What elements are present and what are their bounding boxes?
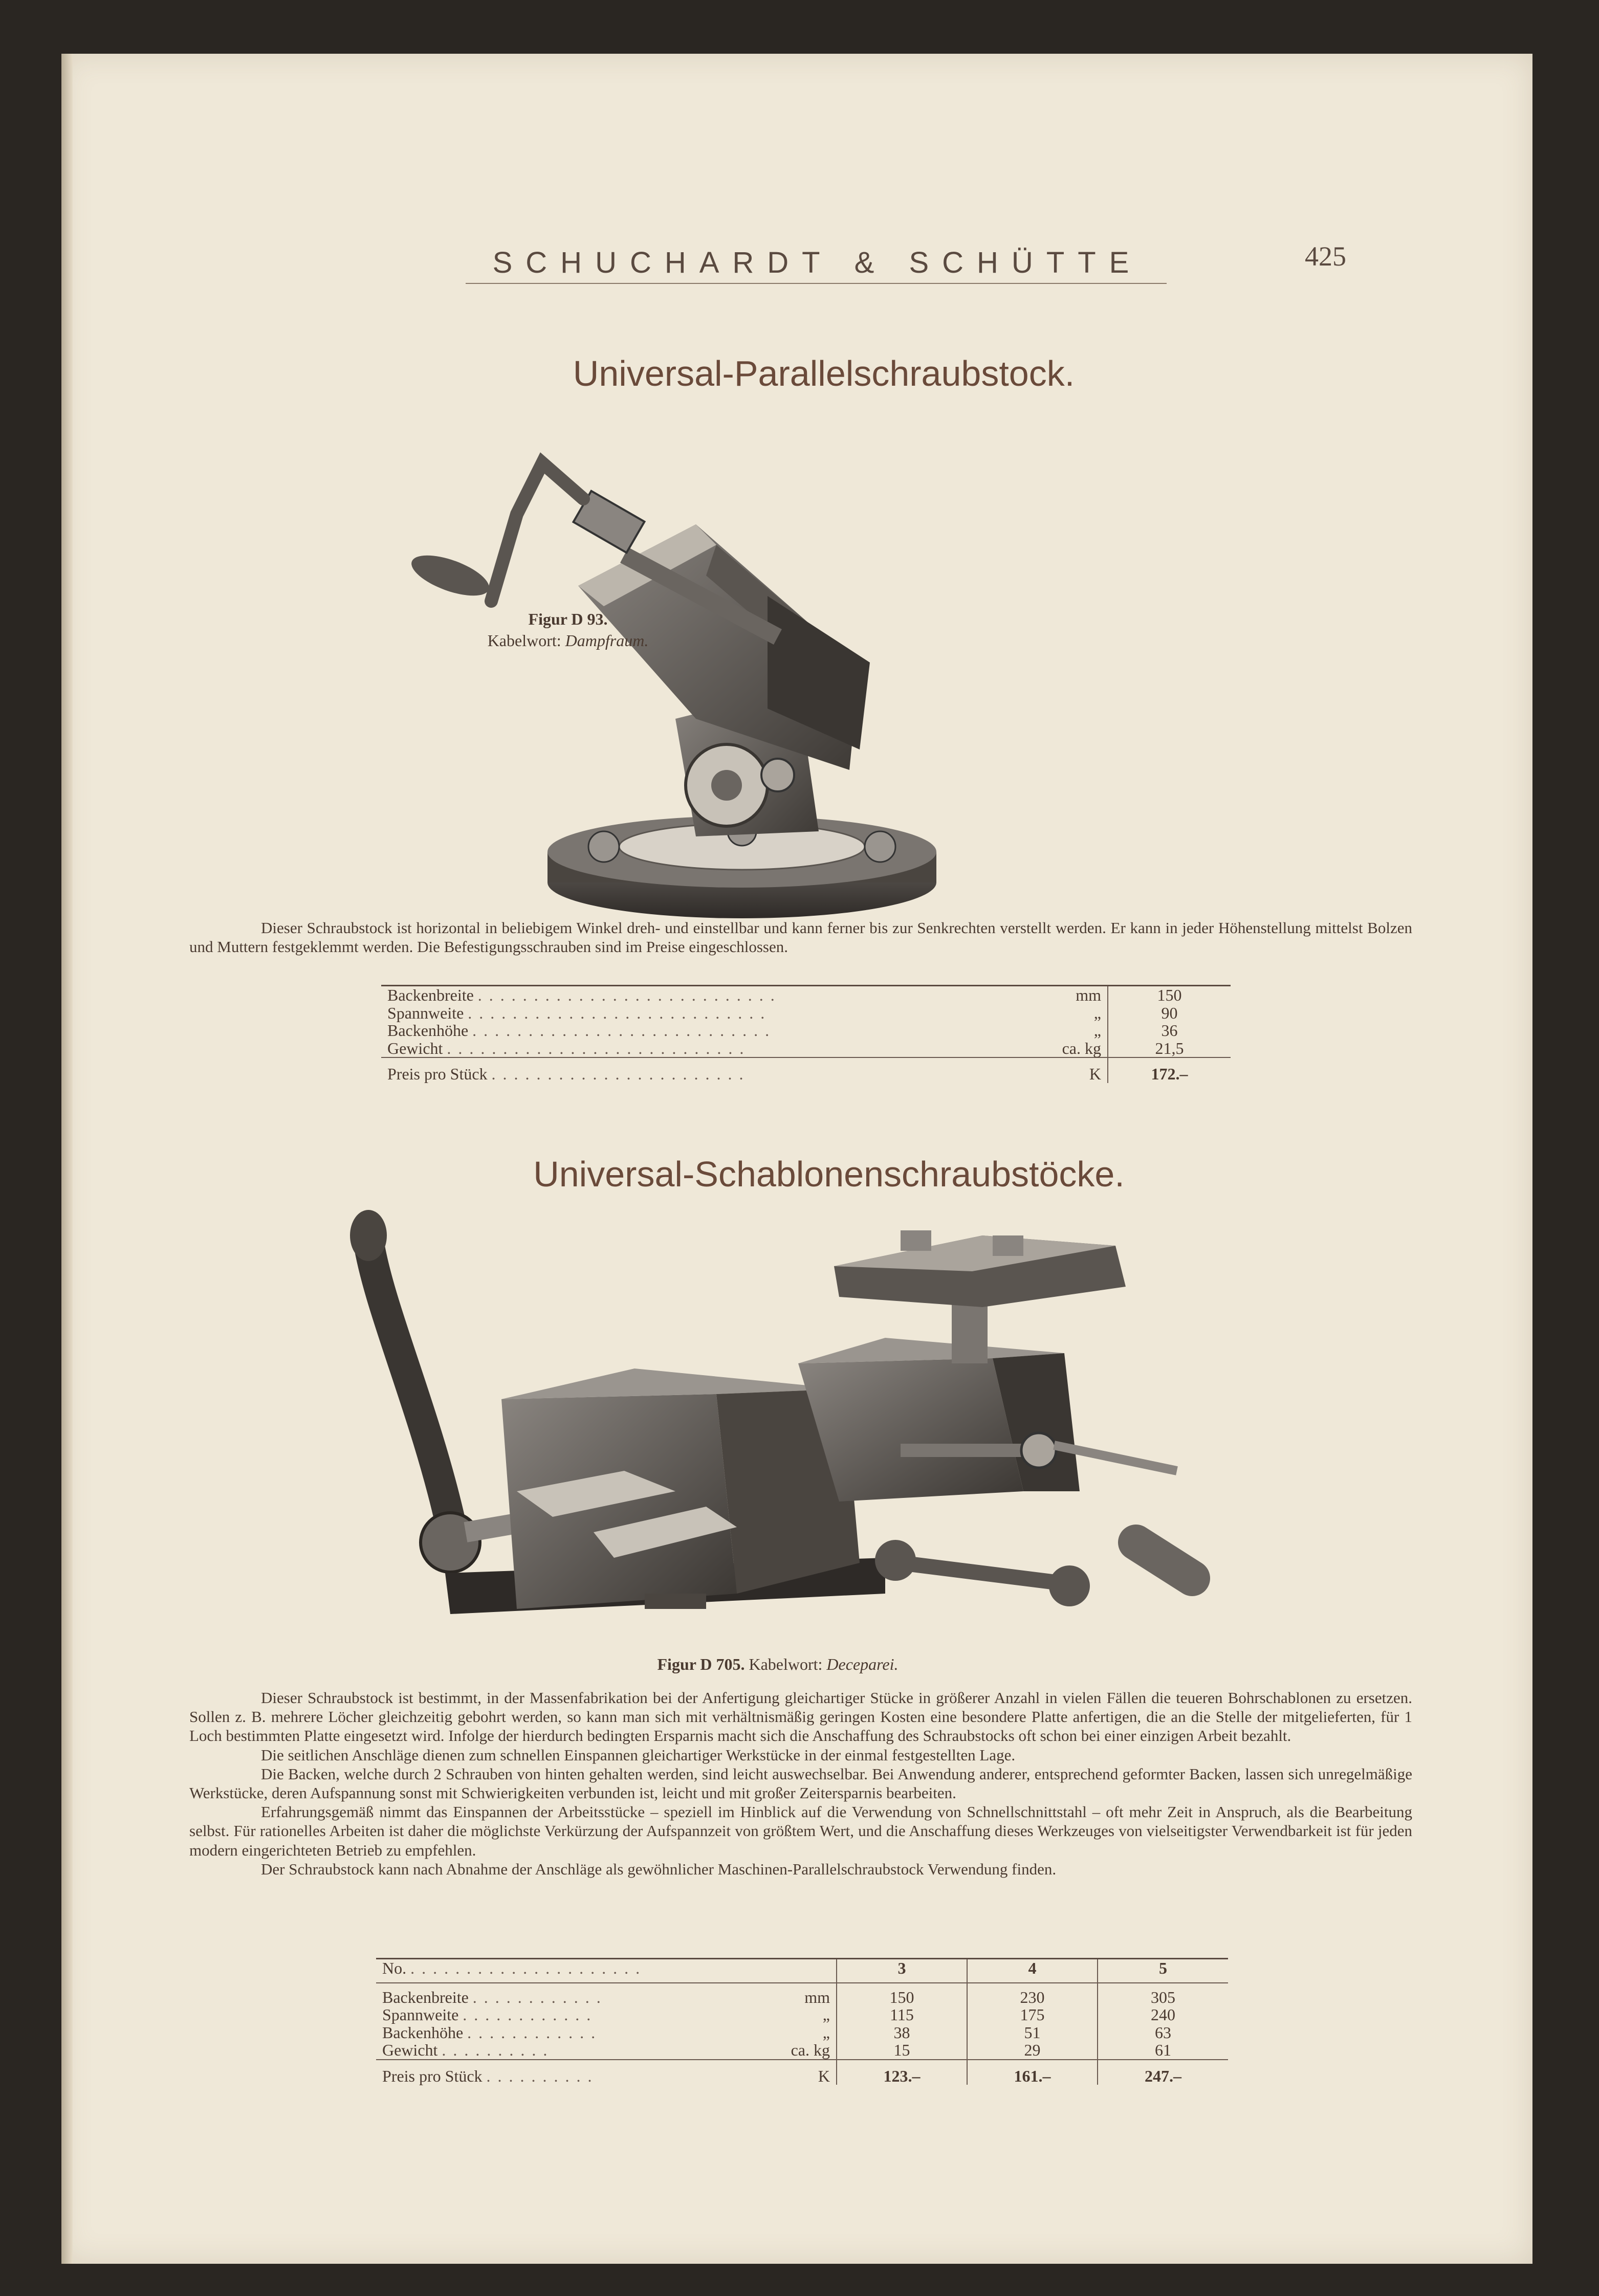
spec-unit: „ (822, 2023, 830, 2042)
spec-label: Spannweite (387, 1003, 464, 1022)
section2-paragraph: Die Backen, welche durch 2 Schrauben von hinten gehalten werden, sind leicht auswechselbar. Bei Anwendung anderer, entsprechend geformter Backen, lassen sich unregelmäßige Werkstücke, deren Aufspannung sonst mit Schwierigkeiten verbunden ist, leicht und mit großer Zeitersparnis bearbeiten. (189, 1764, 1412, 1802)
section1-paragraph: Dieser Schraubstock ist horizontal in beliebigem Winkel dreh- und einstellbar und kann ferner bis zur Senkrechten verstellt werden. Er kann in jeder Höhenstellung mittelst Bolzen und Muttern festgeklemmt werden. Die Befestigungsschrauben sind im Preise eingeschlossen. (189, 919, 1412, 956)
no-label: No. (382, 1959, 407, 1977)
model-number: 3 (837, 1959, 967, 1983)
catalog-page (61, 54, 1532, 2264)
section2-description (189, 1688, 1412, 1879)
spec-unit: mm (1041, 986, 1108, 1004)
spec-label: Backenhöhe (387, 1021, 469, 1040)
currency: K (775, 2060, 837, 2085)
section1-title: Universal-Parallelschraubstock. (573, 354, 1075, 393)
spec-label: Gewicht (382, 2041, 438, 2060)
spec-label: Gewicht (387, 1039, 443, 1057)
spec-unit: „ (1093, 1021, 1101, 1040)
spec-value: 36 (1108, 1022, 1231, 1040)
figure-d93-cable (440, 630, 696, 652)
price-value: 247.– (1098, 2060, 1228, 2085)
spec-unit: ca. kg (1062, 1039, 1101, 1057)
figure-d93-label: Figur D 93. (528, 610, 608, 628)
spec-value: 230 (967, 1983, 1098, 2006)
spec-value: 63 (1098, 2024, 1228, 2042)
figure-d705-label: Figur D 705. (657, 1655, 745, 1673)
header-rule (466, 283, 1167, 284)
table-row: Gewicht .......... ca. kg 15 29 61 (376, 2041, 1228, 2060)
spec-value: 305 (1098, 1983, 1228, 2006)
spec-unit: mm (775, 1983, 837, 2006)
spec-value: 90 (1108, 1004, 1231, 1022)
table-row: Spannweite ............ „ 115 175 240 (376, 2006, 1228, 2024)
table-row: Spannweite ........................... „ 90 (381, 1004, 1231, 1022)
spec-value: 51 (967, 2024, 1098, 2042)
table-row: Backenbreite ........................... mm 150 (381, 986, 1231, 1004)
price-value: 172.– (1108, 1057, 1231, 1083)
price-row: Preis pro Stück .......... K 123.– 161.– 247.– (376, 2060, 1228, 2085)
cable-prefix: Kabelwort: (749, 1655, 823, 1673)
spec-value: 29 (967, 2041, 1098, 2060)
cable-prefix: Kabelwort: (487, 631, 561, 650)
model-number: 4 (967, 1959, 1098, 1983)
cable-word: Deceparei. (826, 1655, 899, 1673)
spec-label: Spannweite (382, 2005, 459, 2024)
header-firm-name: SCHUCHARDT & SCHÜTTE (492, 246, 1143, 279)
spec-label: Backenbreite (382, 1988, 469, 2006)
spec-unit: „ (1093, 1003, 1101, 1022)
figure-d93-caption (440, 609, 696, 651)
price-row: Preis pro Stück ....................... K 172.– (381, 1057, 1231, 1083)
figure-d705-illustration (348, 1205, 1269, 1640)
spec-value: 150 (837, 1983, 967, 2006)
spec-unit: ca. kg (791, 2041, 830, 2060)
section2-paragraph: Erfahrungsgemäß nimmt das Einspannen der Arbeitsstücke – speziell im Hinblick auf die Verwendung von Schnellschnittstahl – oft mehr Zeit in Anspruch, als die Bearbeitung selbst. Für rationelles Arbeiten ist daher die möglichste Verkürzung der Aufspannzeit von größtem Wert, und die Anschaffung dieses Werkzeuges von vielseitigster Verwendbarkeit ist für jeden modern eingerichteten Betrieb zu empfehlen. (189, 1803, 1412, 1859)
table-row: Backenhöhe ........................... „ 36 (381, 1022, 1231, 1040)
table-row: Backenbreite ............ mm 150 230 305 (376, 1983, 1228, 2006)
figure-d705-caption (547, 1654, 1008, 1675)
spec-value: 61 (1098, 2041, 1228, 2060)
spec-value: 115 (837, 2006, 967, 2024)
section1-spec-table (381, 985, 1231, 1083)
spec-label: Backenbreite (387, 986, 474, 1004)
table-row: Backenhöhe ............ „ 38 51 63 (376, 2024, 1228, 2042)
section2-spec-table (376, 1958, 1228, 2085)
section2-paragraph: Dieser Schraubstock ist bestimmt, in der Massenfabrikation bei der Anfertigung gleichartiger Stücke in größerer Anzahl in vielen Fällen die teueren Bohrschablonen zu ersetzen. Sollen z. B. mehrere Löcher gleichzeitig gebohrt werden, so kann man sich mit verhältnismäßig geringen Kosten eine besondere Platte anfertigen, die an die Stelle der mitgelieferten, für 1 Loch bestimmten Platte eingesetzt wird. Infolge der hierdurch bedingten Ersparnis macht sich die Anschaffung des Schraubstocks oft schon bei einer einzigen Arbeit bezahlt. (189, 1689, 1412, 1745)
section1-description (189, 918, 1412, 956)
table-header-row: No. ..................... 3 4 5 (376, 1959, 1228, 1983)
section2-paragraph: Die seitlichen Anschläge dienen zum schnellen Einspannen gleichartiger Werkstücke in der einmal festgestellten Lage. (261, 1746, 1016, 1764)
price-label: Preis pro Stück (387, 1065, 488, 1084)
price-label: Preis pro Stück (382, 2066, 483, 2085)
spec-value: 15 (837, 2041, 967, 2060)
section2-paragraph: Der Schraubstock kann nach Abnahme der Anschläge als gewöhnlicher Maschinen-Parallelschraubstock Verwendung finden. (261, 1860, 1057, 1878)
model-number: 5 (1098, 1959, 1228, 1983)
spec-value: 38 (837, 2024, 967, 2042)
spec-value: 150 (1108, 986, 1231, 1004)
spec-value: 21,5 (1108, 1040, 1231, 1058)
table-row: Gewicht ........................... ca. kg 21,5 (381, 1040, 1231, 1058)
currency: K (1041, 1057, 1108, 1083)
spec-value: 175 (967, 2006, 1098, 2024)
page-number: 425 (1305, 241, 1346, 272)
page-spine (61, 54, 73, 2264)
spec-value: 240 (1098, 2006, 1228, 2024)
spec-label: Backenhöhe (382, 2023, 464, 2042)
figure-d93-illustration (409, 422, 1177, 954)
section2-title: Universal-Schablonenschraubstöcke. (533, 1154, 1125, 1194)
cable-word: Dampfraum. (565, 631, 649, 650)
price-value: 123.– (837, 2060, 967, 2085)
price-value: 161.– (967, 2060, 1098, 2085)
spec-unit: „ (822, 2005, 830, 2024)
